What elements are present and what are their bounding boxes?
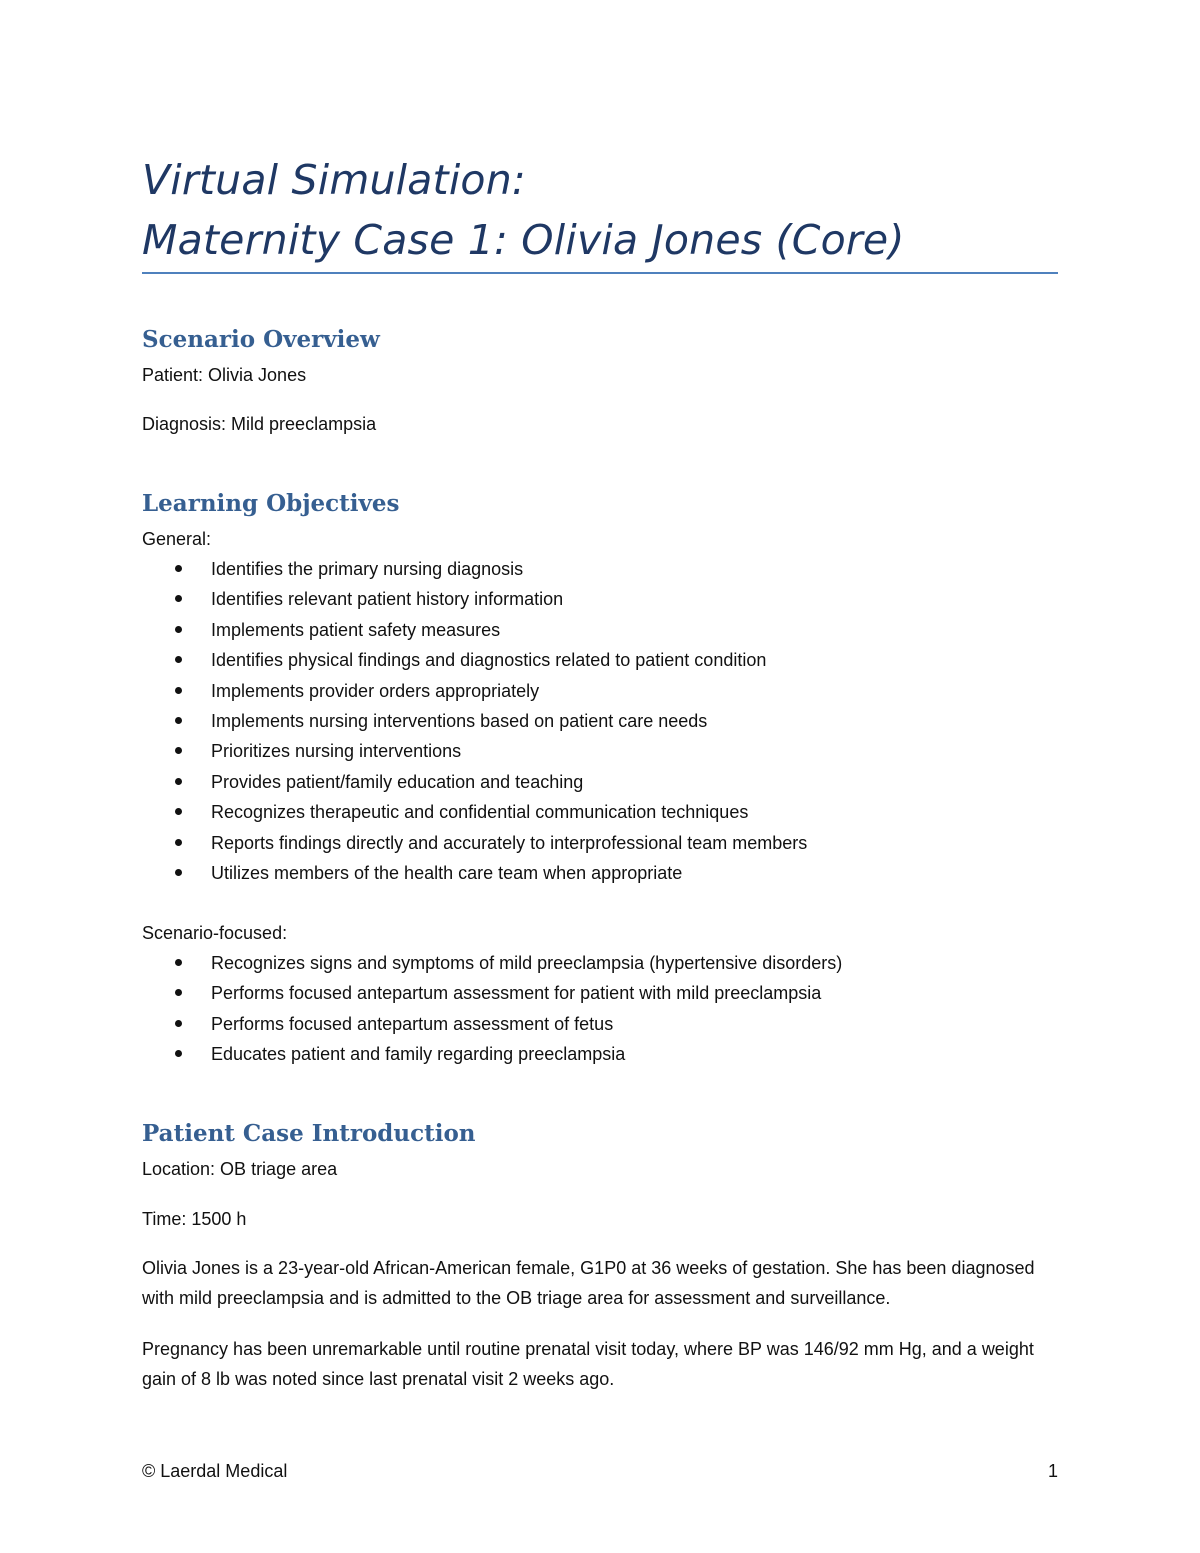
bullet-icon [175, 626, 182, 633]
patient-line: Patient: Olivia Jones [142, 365, 307, 385]
time-line: Time: 1500 h [142, 1209, 247, 1229]
list-item-text: Identifies the primary nursing diagnosis [211, 559, 524, 579]
general-label: General: [142, 529, 212, 549]
list-item-text: Reports findings directly and accurately to interprofessional team members [211, 832, 808, 853]
list-item-text: Performs focused antepartum assessment for patient with mild preeclampsia [211, 983, 822, 1004]
list-item-text: Educates patient and family regarding preeclampsia [211, 1044, 626, 1065]
list-item-text: Identifies relevant patient history information [211, 589, 564, 610]
bullet-icon [175, 1050, 182, 1057]
list-item-text: Identifies physical findings and diagnostics related to patient condition [211, 650, 767, 671]
diagnosis-line: Diagnosis: Mild preeclampsia [142, 414, 377, 434]
bullet-icon [175, 869, 182, 876]
scenario-overview-heading: Scenario Overview [142, 326, 380, 353]
bullet-icon [175, 989, 182, 996]
list-item [142, 557, 807, 587]
bullet-icon [175, 656, 182, 663]
list-item-text: Prioritizes nursing interventions [211, 741, 462, 762]
title-line-1: Virtual Simulation: [142, 156, 526, 204]
bullet-icon [175, 839, 182, 846]
list-item-text: Implements provider orders appropriately [211, 680, 540, 701]
list-item-text: Implements nursing interventions based on patient care needs [211, 710, 708, 731]
bullet-icon [175, 808, 182, 815]
patient-case-introduction-heading: Patient Case Introduction [142, 1120, 476, 1147]
introduction-paragraph-1: Olivia Jones is a 23-year-old African-American female, G1P0 at 36 weeks of gestation. She has been diagnosed with mild preeclampsia and is admitted to the OB triage area for assessment and surveillance. [142, 1258, 1035, 1308]
list-item-text: Utilizes members of the health care team when appropriate [211, 862, 683, 883]
list-item [142, 861, 807, 891]
bullet-icon [175, 687, 182, 694]
location-line: Location: OB triage area [142, 1159, 338, 1179]
bullet-icon [175, 595, 182, 602]
list-item [142, 1012, 842, 1042]
scenario-objectives-list [142, 951, 842, 1073]
list-item [142, 679, 807, 709]
list-item [142, 981, 842, 1011]
list-item-text: Recognizes therapeutic and confidential communication techniques [211, 802, 749, 823]
bullet-icon [175, 1020, 182, 1027]
bullet-icon [175, 565, 182, 572]
list-item-text: Performs focused antepartum assessment of fetus [211, 1013, 614, 1034]
list-item-text: Recognizes signs and symptoms of mild preeclampsia (hypertensive disorders) [211, 953, 843, 973]
title-line-2: Maternity Case 1: Olivia Jones (Core) [142, 216, 905, 264]
introduction-paragraph-2: Pregnancy has been unremarkable until routine prenatal visit today, where BP was 146/92 mm Hg, and a weight gain of 8 lb was noted since last prenatal visit 2 weeks ago. [142, 1339, 1034, 1389]
list-item [142, 618, 807, 648]
bullet-icon [175, 747, 182, 754]
list-item [142, 1042, 842, 1072]
page-number: 1 [1047, 1461, 1058, 1481]
list-item [142, 739, 807, 769]
list-item-text: Provides patient/family education and teaching [211, 771, 584, 792]
footer-copyright: © Laerdal Medical [142, 1461, 288, 1481]
bullet-icon [175, 778, 182, 785]
list-item [142, 709, 807, 739]
bullet-icon [175, 959, 182, 966]
scenario-focused-label: Scenario-focused: [142, 923, 288, 943]
list-item [142, 800, 807, 830]
list-item-text: Implements patient safety measures [211, 619, 501, 640]
general-objectives-list [142, 557, 807, 891]
list-item [142, 587, 807, 617]
list-item [142, 770, 807, 800]
learning-objectives-heading: Learning Objectives [142, 490, 400, 517]
list-item [142, 648, 807, 678]
list-item [142, 951, 842, 981]
bullet-icon [175, 717, 182, 724]
list-item [142, 831, 807, 861]
document-title [142, 150, 1058, 270]
title-divider [142, 272, 1058, 274]
